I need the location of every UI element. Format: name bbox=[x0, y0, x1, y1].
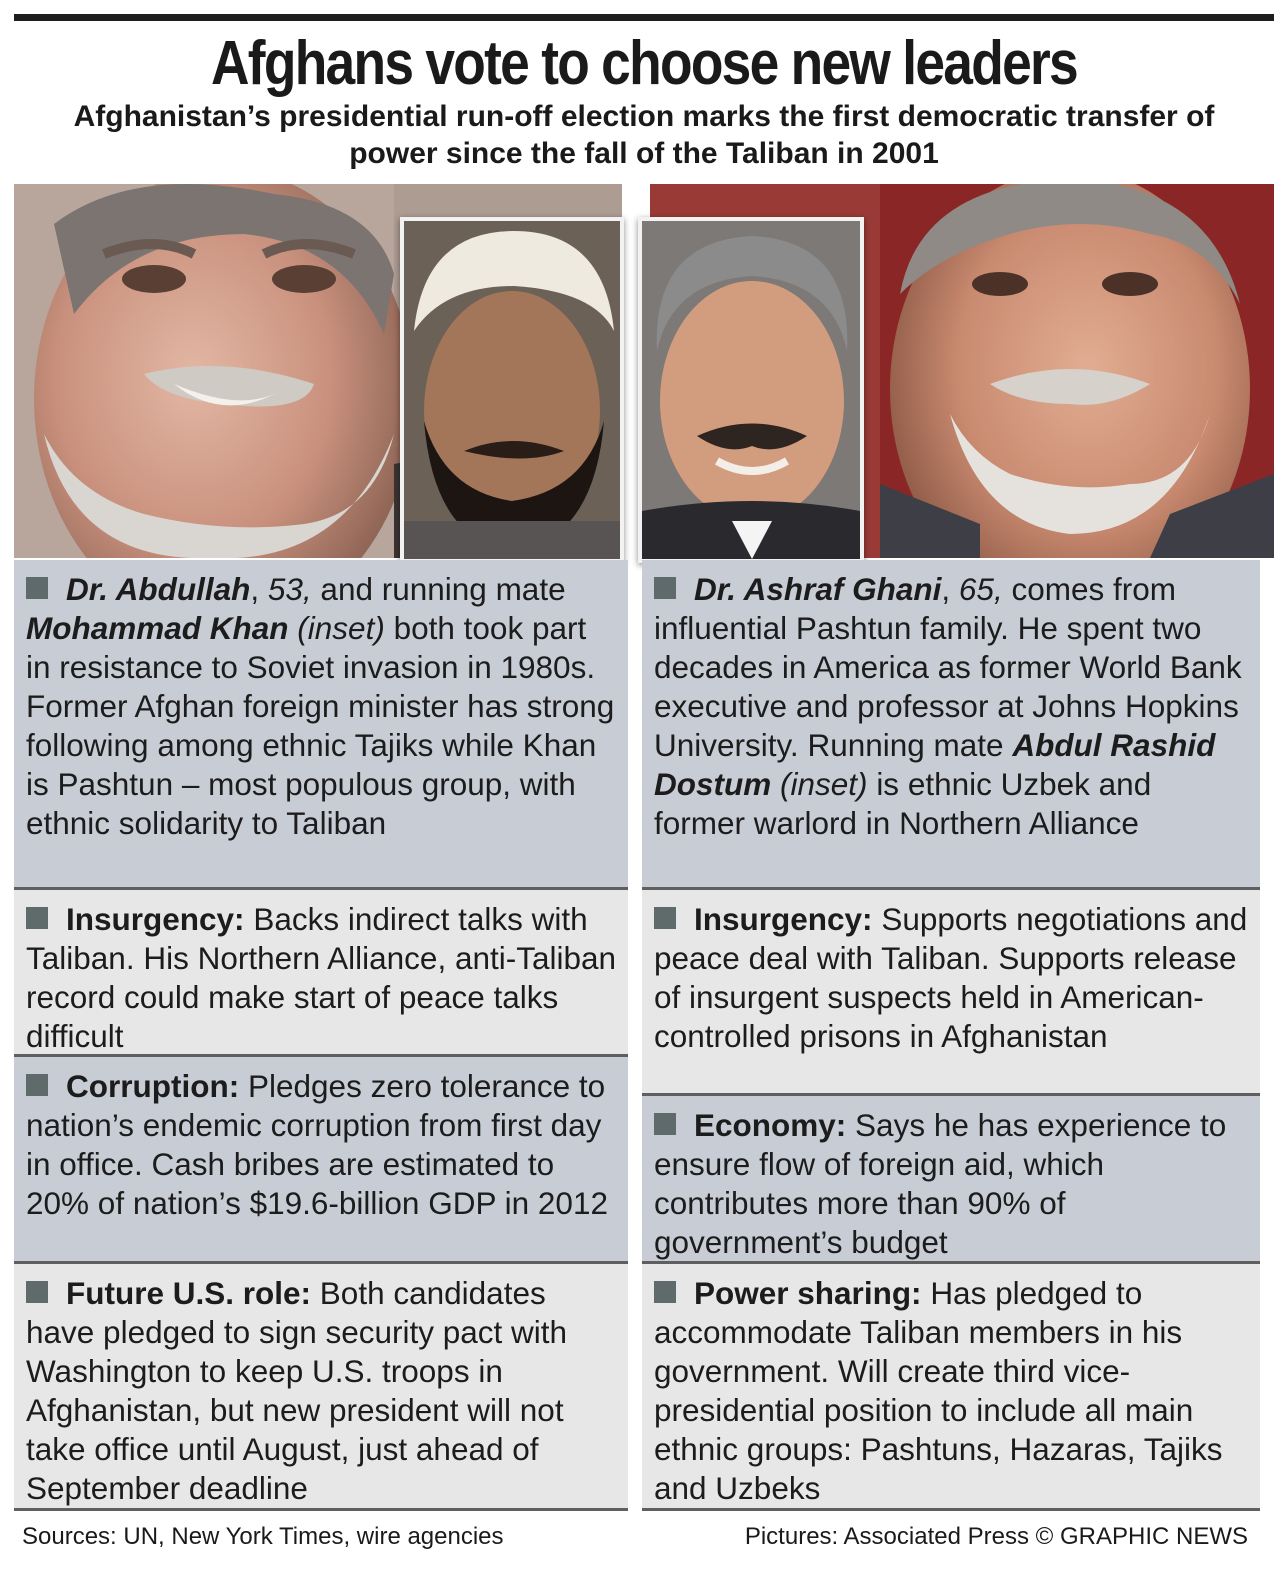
bullet-square-icon bbox=[654, 1281, 676, 1303]
bullet-square-icon bbox=[26, 577, 48, 599]
khan-inset-photo bbox=[400, 217, 624, 563]
inset-note: (inset) bbox=[780, 766, 868, 802]
candidate-age: 53, bbox=[267, 571, 312, 607]
divider bbox=[642, 1508, 1260, 1511]
candidate-age: 65, bbox=[958, 571, 1003, 607]
bullet-square-icon bbox=[26, 1074, 48, 1096]
section-label: Insurgency: bbox=[694, 901, 873, 937]
divider bbox=[14, 1508, 628, 1511]
top-rule bbox=[14, 14, 1274, 21]
page-title: Afghans vote to choose new leaders bbox=[211, 29, 1077, 98]
section-label: Corruption: bbox=[66, 1068, 240, 1104]
bullet-square-icon bbox=[654, 1113, 676, 1135]
dostum-inset-photo bbox=[638, 217, 864, 563]
profile-text-2: is ethnic Uzbek and former warlord in Northern Alliance bbox=[654, 766, 1152, 841]
section-text: Supports negotiations and peace deal with Taliban. Supports release of insurgent suspects held in American-controlled prisons in Afghanistan bbox=[654, 901, 1248, 1054]
candidate-name: Dr. Abdullah bbox=[66, 571, 251, 607]
section-label: Insurgency: bbox=[66, 901, 245, 937]
ghani-economy bbox=[642, 1096, 1260, 1261]
abdullah-insurgency bbox=[14, 890, 628, 1054]
section-label: Power sharing: bbox=[694, 1275, 922, 1311]
profile-text-1: comes from influential Pashtun family. He spent two decades in America as former World Bank executive and professor at Johns Hopkins University. Running mate bbox=[654, 571, 1242, 763]
abdullah-profile: Dr. Abdullah, 53, and running mate Mohammad Khan (inset) both took part in resistance to Soviet invasion in 1980s. Former Afghan foreign minister has strong following among ethnic Tajiks while Khan is Pashtun – most populous group, with ethnic solidarity to Taliban bbox=[14, 560, 628, 887]
section-text: Backs indirect talks with Taliban. His Northern Alliance, anti-Taliban record could make start of peace talks difficult bbox=[26, 901, 617, 1054]
inset-note: (inset) bbox=[297, 610, 385, 646]
running-mate-name: Mohammad Khan bbox=[26, 610, 289, 646]
bullet-square-icon bbox=[654, 577, 676, 599]
bullet-square-icon bbox=[26, 1281, 48, 1303]
section-text: Says he has experience to ensure flow of foreign aid, which contributes more than 90% of government’s budget bbox=[654, 1107, 1227, 1260]
sources-credit: Sources: UN, New York Times, wire agencies bbox=[22, 1523, 504, 1550]
section-text: Pledges zero tolerance to nation’s endemic corruption from first day in office. Cash bribes are estimated to 20% of nation’s $19.6-billion GDP in 2012 bbox=[26, 1068, 608, 1221]
page-subtitle: Afghanistan’s presidential run-off election marks the first democratic transfer of power since the fall of the Taliban in 2001 bbox=[73, 100, 1215, 170]
ghani-insurgency bbox=[642, 890, 1260, 1093]
candidate-name: Dr. Ashraf Ghani bbox=[694, 571, 942, 607]
abdullah-corruption bbox=[14, 1057, 628, 1261]
bullet-square-icon bbox=[654, 907, 676, 929]
ghani-power-sharing bbox=[642, 1264, 1260, 1508]
profile-text-1: and running mate bbox=[320, 571, 566, 607]
section-label: Economy: bbox=[694, 1107, 847, 1143]
bullet-square-icon bbox=[26, 907, 48, 929]
ghani-profile: Dr. Ashraf Ghani, 65, comes from influential Pashtun family. He spent two decades in America as former World Bank executive and professor at Johns Hopkins University. Running mate Abdul Rashid Dostum (inset) is ethnic Uzbek and former warlord in Northern Alliance bbox=[642, 560, 1260, 887]
section-text: Has pledged to accommodate Taliban members in his government. Will create third vice-presidential position to include all main ethnic groups: Pashtuns, Hazaras, Tajiks and Uzbeks bbox=[654, 1275, 1223, 1506]
section-text: Both candidates have pledged to sign security pact with Washington to keep U.S. troops in Afghanistan, but new president will not take office until August, just ahead of September deadline bbox=[26, 1275, 568, 1506]
running-mate-name: Abdul Rashid Dostum bbox=[654, 727, 1216, 802]
profile-text-2: both took part in resistance to Soviet invasion in 1980s. Former Afghan foreign minister has strong following among ethnic Tajiks while Khan is Pashtun – most populous group, with ethnic solidarity to Taliban bbox=[26, 610, 615, 841]
pictures-credit: Pictures: Associated Press © GRAPHIC NEWS bbox=[744, 1523, 1248, 1550]
section-label: Future U.S. role: bbox=[66, 1275, 312, 1311]
future-us-role bbox=[14, 1264, 628, 1508]
